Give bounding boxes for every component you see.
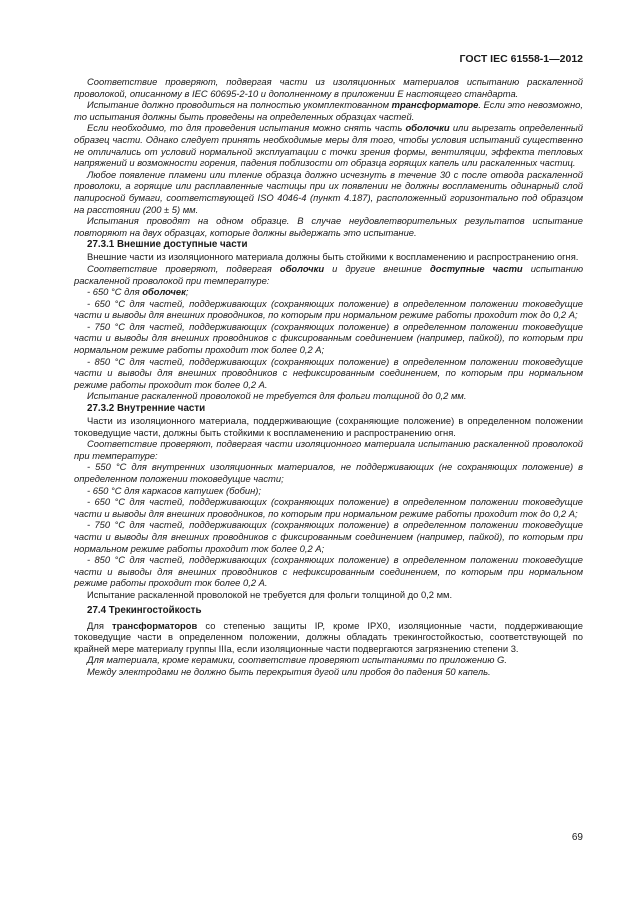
paragraph: - 650 °С для частей, поддерживающих (сохраняющих положение) в определенном положении токоведущие части и выводы для внешних проводников, по которым при нормальном режиме работы проходит ток до 0,2 А; [74, 297, 583, 321]
section-heading: 27.4 Трекингостойкость [87, 604, 202, 616]
paragraph: - 650 °С для частей, поддерживающих (сохраняющих положение) в определенном положении токоведущие части и выводы для внешних проводников, по которым при нормальном режиме работы проходит ток до 0,2 А; [74, 496, 583, 519]
paragraph: Если необходимо, то для проведения испытания можно снять часть оболочки или вырезать определенный образец части. Однако следует принять необходимые меры для того, чтобы условия испытаний существенно не отличались от условий нормальной эксплуатации с точки зрения формы, вентиляции, эффекта тепловых напряжений и возможности горения, падения поблизости от образца горящих капель или раскаленных частиц. [74, 122, 583, 169]
document-body [74, 76, 583, 678]
paragraph: Испытание должно проводиться на полностью укомплектованном трансформаторе. Если это невозможно, то испытания должны быть проведены на определенных образцах частей. [74, 99, 583, 122]
paragraph: Испытание раскаленной проволокой не требуется для фольги толщиной до 0,2 мм. [87, 390, 467, 402]
paragraph: - 850 °С для частей, поддерживающих (сохраняющих положение) в определенном положении токоведущие части и выводы для внешних проводников с нефиксированным соединением, по которым при нормальном режиме работы проходит ток более 0,2 А. [74, 554, 583, 589]
paragraph: Любое появление пламени или тление образца должно исчезнуть в течение 30 с после отвода раскаленной проволоки, а горящие или расплавленные частицы при их появлении не должны воспламенить одинарный слой папиросной бумаги, соответствующей ISO 4046-4 (пункт 4.187), расположенный горизонтально под образцом на расстоянии (200 ± 5) мм. [74, 168, 583, 215]
paragraph: Для материала, кроме керамики, соответствие проверяют испытаниями по приложению G. [87, 654, 507, 666]
paragraph: - 650 °С для оболочек; [87, 286, 189, 298]
paragraph: Испытание раскаленной проволокой не требуется для фольги толщиной до 0,2 мм. [87, 588, 453, 600]
paragraph: Между электродами не должно быть перекрытия дугой или пробоя до падения 50 капель. [87, 665, 491, 677]
paragraph: Внешние части из изоляционного материала должны быть стойкими к воспламенению и распространению огня. [87, 251, 579, 263]
paragraph: Соответствие проверяют, подвергая части изоляционного материала испытанию раскаленной проволокой при температуре: [74, 438, 583, 461]
paragraph: Для трансформаторов со степенью защиты IP, кроме IPX0, изоляционные части, поддерживающие токоведущие части в определенном положении, должны обладать трекингостойкостью, соответствующей по крайней мере материалу группы IIIa, если изоляционные части подвергаются загрязнению степени 3. [74, 619, 583, 654]
document-standard-header: ГОСТ IEC 61558-1—2012 [459, 53, 583, 65]
section-heading: 27.3.1 Внешние доступные части [87, 239, 248, 251]
paragraph: Соответствие проверяют, подвергая части из изоляционных материалов испытанию раскаленной проволокой, описанному в IEC 60695-2-10 и дополненному в приложении E настоящего стандарта. [74, 76, 583, 99]
paragraph: - 850 °С для частей, поддерживающих (сохраняющих положение) в определенном положении токоведущие части и выводы для внешних проводников с нефиксированным соединением, по которым при нормальном режиме работы проходит ток более 0,2 А. [74, 355, 583, 390]
paragraph: - 750 °С для частей, поддерживающих (сохраняющих положение) в определенном положении токоведущие части и выводы для внешних проводников с фиксированным соединением (например, пайкой), по которым при нормальном режиме работы проходит ток более 0,2 А; [74, 320, 583, 356]
paragraph: Соответствие проверяют, подвергая оболочки и другие внешние доступные части испытанию раскаленной проволокой при температуре: [74, 262, 583, 286]
paragraph: Испытания проводят на одном образце. В случае неудовлетворительных результатов испытание повторяют на двух образцах, которые должны выдержать это испытание. [74, 215, 583, 238]
paragraph: - 650 °С для каркасов катушек (бобин); [87, 484, 262, 496]
paragraph: Части из изоляционного материала, поддерживающие (сохраняющие положение) в определенном положении токоведущие части, должны быть стойкими к воспламенению и распространению огня. [74, 415, 583, 438]
paragraph: - 750 °С для частей, поддерживающих (сохраняющих положение) в определенном положении токоведущие части и выводы для внешних проводников с фиксированным соединением (например, пайкой), по которым при нормальном режиме работы проходит ток более 0,2 А; [74, 519, 583, 554]
paragraph: - 550 °С для внутренних изоляционных материалов, не поддерживающих (не сохраняющих положение) в определенном положении токоведущие части; [74, 461, 583, 484]
page-number: 69 [571, 832, 583, 843]
section-heading: 27.3.2 Внутренние части [87, 403, 206, 415]
